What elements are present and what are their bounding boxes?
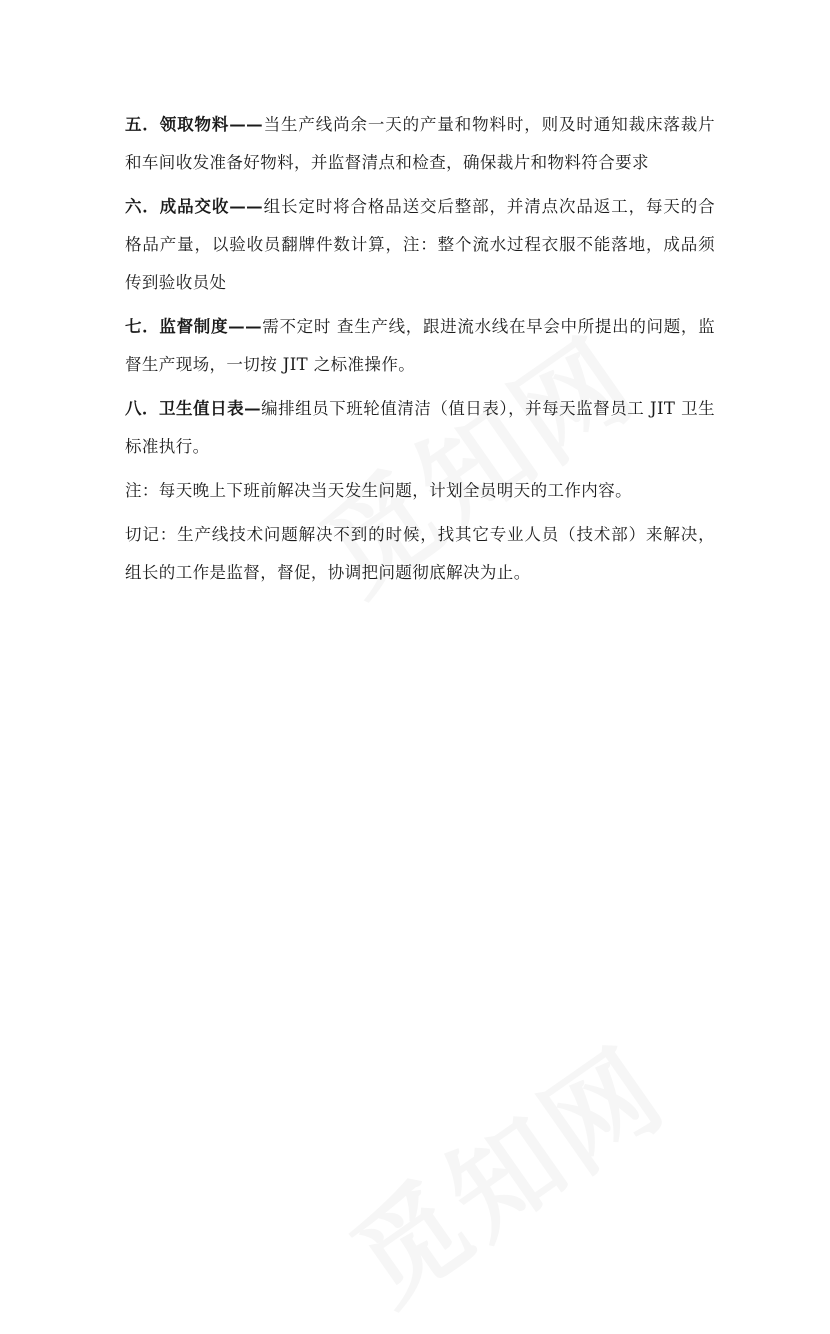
- section-text: 当生产线尚余一天的产量和物料时，则及时通知裁床落裁片和车间收发准备好物料，并监督清点和检查，确保裁片和物料符合要求: [125, 115, 715, 172]
- section-supervision: [125, 308, 715, 384]
- section-text: 编排组员下班轮值清洁（值日表），并每天监督员工 JIT 卫生标准执行。: [125, 399, 715, 456]
- section-heading: 八．卫生值日表—: [125, 399, 262, 418]
- note-paragraph: 注：每天晚上下班前解决当天发生问题，计划全员明天的工作内容。: [125, 481, 632, 500]
- section-heading: 六．成品交收——: [125, 197, 264, 216]
- watermark: [316, 1004, 692, 1333]
- section-heading: 五．领取物料——: [125, 115, 264, 134]
- section-text: 需不定时 查生产线，跟进流水线在早会中所提出的问题，监督生产现场，一切按 JIT 之标准操作。: [125, 317, 716, 374]
- section-hygiene: [125, 390, 715, 466]
- reminder-paragraph: 切记：生产线技术问题解决不到的时候，找其它专业人员（技术部）来解决，组长的工作是监督，督促，协调把问题彻底解决为止。: [125, 525, 715, 582]
- document-body: [125, 106, 715, 598]
- section-text: 组长定时将合格品送交后整部，并清点次品返工，每天的合格品产量，以验收员翻牌件数计算，注：整个流水过程衣服不能落地，成品须传到验收员处: [125, 197, 715, 292]
- section-heading: 七．监督制度——: [125, 317, 262, 336]
- section-materials: [125, 106, 715, 182]
- section-finished-goods: [125, 188, 715, 302]
